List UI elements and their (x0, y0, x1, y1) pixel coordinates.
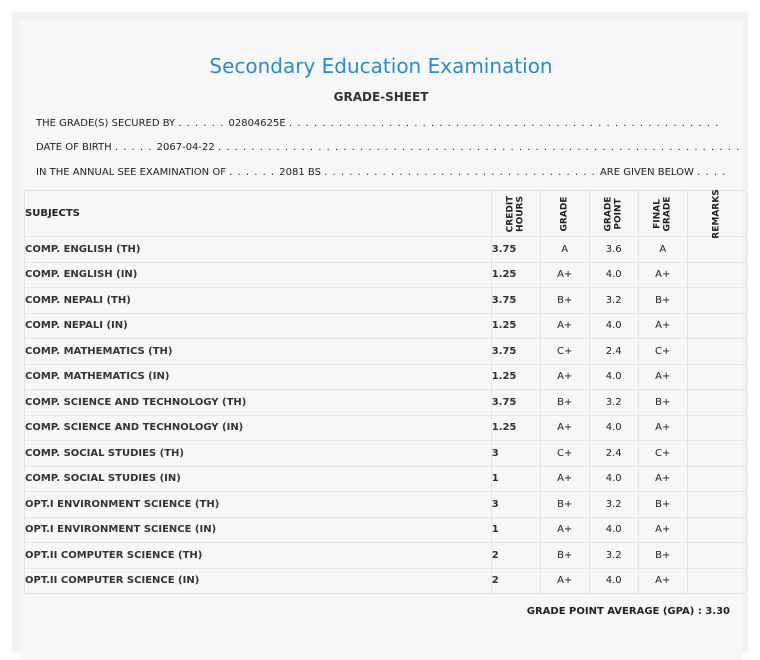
secured-by-label: THE GRADE(S) SECURED BY (36, 118, 176, 129)
table-row (25, 288, 747, 314)
subject-cell: OPT.II COMPUTER SCIENCE (IN) (25, 568, 492, 594)
subject-cell: COMP. MATHEMATICS (IN) (25, 364, 492, 390)
subject-cell: COMP. SCIENCE AND TECHNOLOGY (IN) (25, 415, 492, 441)
remarks-cell (687, 415, 746, 441)
grade-cell: C+ (540, 441, 589, 467)
subject-cell: OPT.I ENVIRONMENT SCIENCE (IN) (25, 517, 492, 543)
credit-hours-cell: 3.75 (491, 390, 540, 416)
remarks-cell (687, 492, 746, 518)
grade-sheet (20, 20, 742, 660)
table-row (25, 543, 747, 569)
grade-point-cell: 3.2 (589, 288, 638, 314)
subject-cell: COMP. SCIENCE AND TECHNOLOGY (TH) (25, 390, 492, 416)
final-grade-cell: A+ (638, 262, 687, 288)
final-grade-cell: A (638, 237, 687, 263)
credit-hours-cell: 2 (491, 568, 540, 594)
subject-cell: COMP. ENGLISH (IN) (25, 262, 492, 288)
credit-hours-cell: 1 (491, 466, 540, 492)
grade-point-cell: 3.2 (589, 492, 638, 518)
grade-cell: A+ (540, 568, 589, 594)
subjects-header: SUBJECTS (25, 191, 492, 237)
grade-point-cell: 4.0 (589, 517, 638, 543)
final-grade-cell: B+ (638, 492, 687, 518)
grade-point-cell: 4.0 (589, 415, 638, 441)
table-row (25, 466, 747, 492)
final-grade-cell: B+ (638, 543, 687, 569)
grade-header: GRADE (540, 191, 589, 237)
secured-by-line: THE GRADE(S) SECURED BY . . . . . . 02804625E . . . . . . . . . . . . . . . . . . . . . . . . . . . . . . . . . . . . . . . . . . . . . . . . . . . . (36, 118, 720, 129)
remarks-cell (687, 288, 746, 314)
credit-hours-cell: 1 (491, 517, 540, 543)
credit-hours-cell: 2 (491, 543, 540, 569)
grade-cell: B+ (540, 390, 589, 416)
grade-cell: A+ (540, 517, 589, 543)
final-grade-header: FINAL GRADE (638, 191, 687, 237)
grade-point-cell: 2.4 (589, 441, 638, 467)
grade-point-cell: 4.0 (589, 466, 638, 492)
grade-sheet-heading: GRADE-SHEET (333, 90, 429, 104)
remarks-cell (687, 543, 746, 569)
grade-cell: A+ (540, 466, 589, 492)
grade-cell: A (540, 237, 589, 263)
remarks-cell (687, 237, 746, 263)
remarks-cell (687, 390, 746, 416)
credit-hours-cell: 1.25 (491, 313, 540, 339)
remarks-cell (687, 568, 746, 594)
remarks-cell (687, 517, 746, 543)
remarks-cell (687, 262, 746, 288)
grade-cell: B+ (540, 288, 589, 314)
final-grade-cell: A+ (638, 568, 687, 594)
page-background (12, 12, 748, 652)
final-grade-cell: A+ (638, 415, 687, 441)
subject-cell: COMP. MATHEMATICS (TH) (25, 339, 492, 365)
subject-cell: COMP. ENGLISH (TH) (25, 237, 492, 263)
grade-cell: A+ (540, 364, 589, 390)
gpa-label: GRADE POINT AVERAGE (GPA) : (526, 606, 702, 617)
credit-hours-cell: 1.25 (491, 364, 540, 390)
credit-hours-cell: 3.75 (491, 288, 540, 314)
credit-hours-cell: 1.25 (491, 262, 540, 288)
exam-year: 2081 BS (279, 167, 321, 178)
grade-cell: A+ (540, 415, 589, 441)
final-grade-cell: C+ (638, 339, 687, 365)
gpa-value: 3.30 (705, 606, 730, 617)
final-grade-cell: A+ (638, 466, 687, 492)
credit-hours-header: CREDIT HOURS (491, 191, 540, 237)
final-grade-cell: B+ (638, 390, 687, 416)
grade-point-cell: 4.0 (589, 568, 638, 594)
dob-line: DATE OF BIRTH . . . . . 2067-04-22 . . . . . . . . . . . . . . . . . . . . . . . . . . . . . . . . . . . . . . . . . . . . . . . . . . . . . . . . . . . . . . . (36, 142, 741, 153)
gpa-line (527, 606, 730, 617)
credit-hours-cell: 3 (491, 441, 540, 467)
remarks-cell (687, 339, 746, 365)
grade-point-cell: 3.2 (589, 390, 638, 416)
exam-line: IN THE ANNUAL SEE EXAMINATION OF . . . . . . 2081 BS . . . . . . . . . . . . . . . . . . . . . . . . . . . . . . . . . ARE GIVEN BELOW . . . . (36, 167, 727, 178)
given-below-label: ARE GIVEN BELOW (599, 167, 694, 178)
final-grade-cell: B+ (638, 288, 687, 314)
credit-hours-cell: 3.75 (491, 237, 540, 263)
table-row (25, 313, 747, 339)
subject-cell: COMP. SOCIAL STUDIES (TH) (25, 441, 492, 467)
grade-point-cell: 3.2 (589, 543, 638, 569)
subject-cell: COMP. NEPALI (TH) (25, 288, 492, 314)
exam-title: Secondary Education Examination (209, 54, 553, 78)
remarks-cell (687, 313, 746, 339)
remarks-cell (687, 441, 746, 467)
grade-cell: B+ (540, 543, 589, 569)
table-row (25, 339, 747, 365)
grade-point-cell: 4.0 (589, 313, 638, 339)
date-of-birth: 2067-04-22 (156, 142, 215, 153)
table-row (25, 492, 747, 518)
subject-cell: COMP. NEPALI (IN) (25, 313, 492, 339)
grade-point-cell: 4.0 (589, 364, 638, 390)
final-grade-cell: A+ (638, 517, 687, 543)
final-grade-cell: A+ (638, 364, 687, 390)
table-row (25, 262, 747, 288)
subject-cell: COMP. SOCIAL STUDIES (IN) (25, 466, 492, 492)
remarks-header: REMARKS (687, 191, 746, 237)
grade-cell: B+ (540, 492, 589, 518)
symbol-number: 02804625E (228, 118, 286, 129)
table-row (25, 517, 747, 543)
grade-cell: A+ (540, 313, 589, 339)
grade-point-cell: 2.4 (589, 339, 638, 365)
grade-cell: C+ (540, 339, 589, 365)
table-row (25, 237, 747, 263)
grade-cell: A+ (540, 262, 589, 288)
table-row (25, 364, 747, 390)
credit-hours-cell: 1.25 (491, 415, 540, 441)
grade-point-cell: 4.0 (589, 262, 638, 288)
grade-point-header: GRADE POINT (589, 191, 638, 237)
final-grade-cell: A+ (638, 313, 687, 339)
remarks-cell (687, 466, 746, 492)
table-row (25, 568, 747, 594)
table-row (25, 415, 747, 441)
grades-table (24, 190, 747, 594)
dob-label: DATE OF BIRTH (36, 142, 112, 153)
remarks-cell (687, 364, 746, 390)
table-row (25, 390, 747, 416)
grade-point-cell: 3.6 (589, 237, 638, 263)
table-header-row (25, 191, 747, 237)
final-grade-cell: C+ (638, 441, 687, 467)
credit-hours-cell: 3.75 (491, 339, 540, 365)
subject-cell: OPT.I ENVIRONMENT SCIENCE (TH) (25, 492, 492, 518)
table-row (25, 441, 747, 467)
exam-label: IN THE ANNUAL SEE EXAMINATION OF (36, 167, 226, 178)
subject-cell: OPT.II COMPUTER SCIENCE (TH) (25, 543, 492, 569)
credit-hours-cell: 3 (491, 492, 540, 518)
